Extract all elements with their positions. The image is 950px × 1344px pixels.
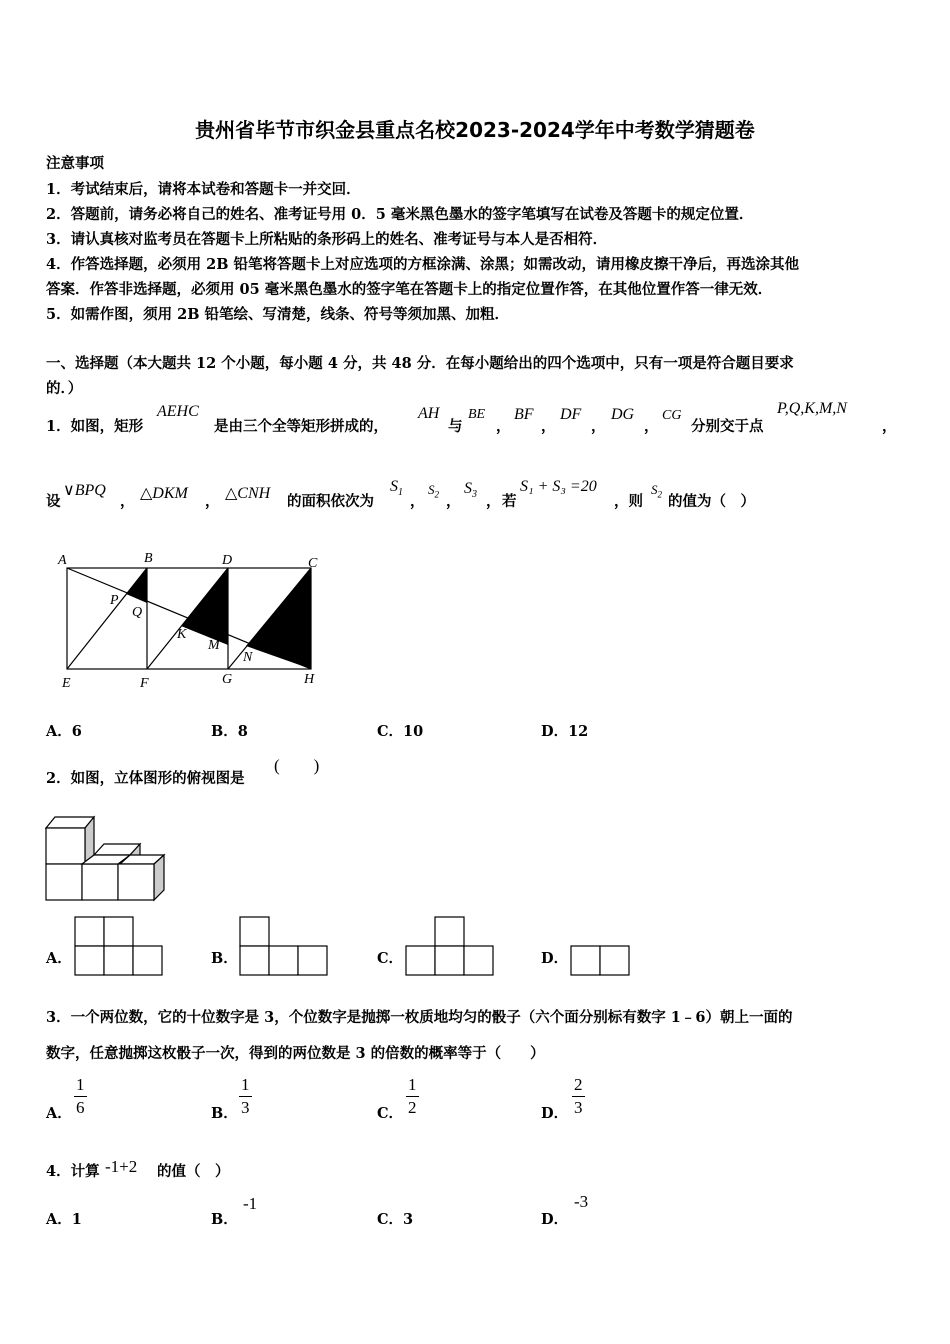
q3-line2: 数字，任意抛掷这枚骰子一次，得到的两位数是 3 的倍数的概率等于（ ） — [46, 1045, 545, 1062]
notice-item: 1．考试结束后，请将本试卷和答题卡一并交回． — [46, 181, 361, 198]
triangle-bpq — [126, 568, 147, 603]
q2-view-a[interactable] — [74, 916, 164, 978]
q3-option-b-fraction[interactable]: $\frac{1}{3}$ — [241, 1075, 250, 1117]
label-b: B — [144, 551, 153, 566]
q4-option-d[interactable]: D． — [541, 1211, 569, 1228]
q4-expression: -1+2 — [105, 1157, 138, 1176]
q1-s2: $S_2$ — [428, 482, 439, 500]
section-heading: 一、选择题（本大题共 12 个小题，每小题 4 分，共 48 分．在每小题给出的四个选项中，只有一项是符合题目要求 — [46, 355, 794, 372]
q1-ah: AH — [418, 405, 440, 422]
label-e: E — [62, 676, 71, 691]
label-q: Q — [132, 605, 143, 620]
q1-be: BE — [468, 407, 486, 422]
q3-option-d-fraction[interactable]: $\frac{2}{3}$ — [574, 1075, 583, 1117]
q1-s1: $S_1$ — [390, 478, 403, 499]
q2-option-a[interactable]: A． — [46, 950, 72, 967]
label-h: H — [304, 672, 315, 687]
q1-option-d[interactable]: D．12 — [541, 723, 589, 740]
label-k: K — [177, 627, 187, 642]
label-f: F — [140, 676, 149, 691]
q1-ruo: 若 — [502, 493, 517, 510]
q1-she: 设 — [46, 493, 61, 510]
triangle-cnh — [246, 568, 311, 669]
q2-option-c[interactable]: C． — [377, 950, 404, 967]
q2-solid-figure — [44, 814, 169, 904]
q1-rectangle-figure — [50, 548, 330, 693]
q4-option-b-expr[interactable]: -1 — [243, 1194, 258, 1213]
notice-heading: 注意事项 — [46, 155, 104, 172]
q4-option-c[interactable]: C．3 — [377, 1211, 414, 1228]
label-g: G — [222, 672, 233, 687]
label-c: C — [308, 556, 318, 571]
q1-aehc: AEHC — [157, 403, 199, 420]
q1-option-c[interactable]: C．10 — [377, 723, 424, 740]
q2-view-b[interactable] — [239, 916, 329, 978]
q3-line1: 3．一个两位数，它的十位数字是 3，个位数字是抛掷一枚质地均匀的骰子（六个面分别标有数字 1﹣6）朝上一面的 — [46, 1009, 793, 1026]
q1-text-d: 的值为（ ） — [668, 493, 755, 510]
q3-option-b[interactable]: B． — [211, 1105, 238, 1122]
q4-text-a: 4．计算 — [46, 1163, 100, 1180]
q2-view-d[interactable] — [570, 945, 632, 978]
label-n: N — [243, 650, 253, 665]
notice-item: 答案．作答非选择题，必须用 05 毫米黑色墨水的签字笔在答题卡上的指定位置作答，在其他位置作答一律无效． — [46, 281, 773, 298]
q1-cg: CG — [662, 408, 682, 423]
q3-option-a[interactable]: A． — [46, 1105, 72, 1122]
q1-comma: ， — [882, 418, 897, 435]
q1-bf: BF — [514, 406, 534, 423]
label-m: M — [208, 638, 220, 653]
notice-item: 2．答题前，请务必将自己的姓名、准考证号用 0．5 毫米黑色墨水的签字笔填写在试卷及答题卡的规定位置． — [46, 206, 754, 223]
notice-item: 5．如需作图，须用 2B 铅笔绘、写清楚，线条、符号等须加黑、加粗． — [46, 306, 510, 323]
q1-dg: DG — [611, 406, 635, 423]
q2-option-b[interactable]: B． — [211, 950, 238, 967]
q1-sum-eq: S₁ + S₃ =20 — [520, 478, 597, 495]
q1-tri3: △CNH — [225, 485, 271, 502]
triangle-dkm — [181, 568, 228, 645]
q1-tri1: ∨BPQ — [63, 482, 106, 499]
q1-tri2: △DKM — [140, 485, 188, 502]
q3-option-d[interactable]: D． — [541, 1105, 569, 1122]
q3-option-c[interactable]: C． — [377, 1105, 404, 1122]
q1-text-b: 分别交于点 — [691, 418, 764, 435]
q4-option-b[interactable]: B． — [211, 1211, 238, 1228]
label-d: D — [222, 553, 233, 568]
q2-paren: ( ) — [274, 756, 320, 775]
q1-prefix: 1．如图，矩形 — [46, 418, 144, 435]
section-heading-cont: 的．） — [46, 380, 83, 397]
q1-option-b[interactable]: B．8 — [211, 723, 248, 740]
q1-df: DF — [560, 406, 582, 423]
q1-yu: 与 — [448, 418, 463, 435]
q2-view-c[interactable] — [405, 916, 495, 978]
q1-text-a: 是由三个全等矩形拼成的， — [214, 418, 388, 435]
q4-option-d-expr[interactable]: -3 — [574, 1192, 589, 1211]
q1-s3: $S_3$ — [464, 480, 477, 501]
q1-points: P,Q,K,M,N — [777, 400, 847, 417]
q3-option-c-fraction[interactable]: $\frac{1}{2}$ — [408, 1075, 417, 1117]
q1-ze: ，则 — [614, 493, 643, 510]
page-title: 贵州省毕节市织金县重点名校2023-2024学年中考数学猜题卷 — [195, 118, 755, 142]
q4-text-b: 的值（ ） — [157, 1163, 230, 1180]
q2-text: 2．如图，立体图形的俯视图是 — [46, 770, 245, 787]
label-p: P — [110, 593, 119, 608]
q1-option-a[interactable]: A．6 — [46, 723, 82, 740]
q1-s2-ref: $S_2$ — [651, 482, 662, 500]
q2-option-d[interactable]: D． — [541, 950, 569, 967]
label-a: A — [58, 553, 67, 568]
q3-option-a-fraction[interactable]: $\frac{1}{6}$ — [76, 1075, 85, 1117]
notice-item: 3．请认真核对监考员在答题卡上所粘贴的条形码上的姓名、准考证号与本人是否相符． — [46, 231, 608, 248]
notice-item: 4．作答选择题，必须用 2B 铅笔将答题卡上对应选项的方框涂满、涂黑；如需改动，请用橡皮擦干净后，再选涂其他 — [46, 256, 800, 273]
q1-text-c: 的面积依次为 — [287, 493, 374, 510]
q4-option-a[interactable]: A．1 — [46, 1211, 82, 1228]
